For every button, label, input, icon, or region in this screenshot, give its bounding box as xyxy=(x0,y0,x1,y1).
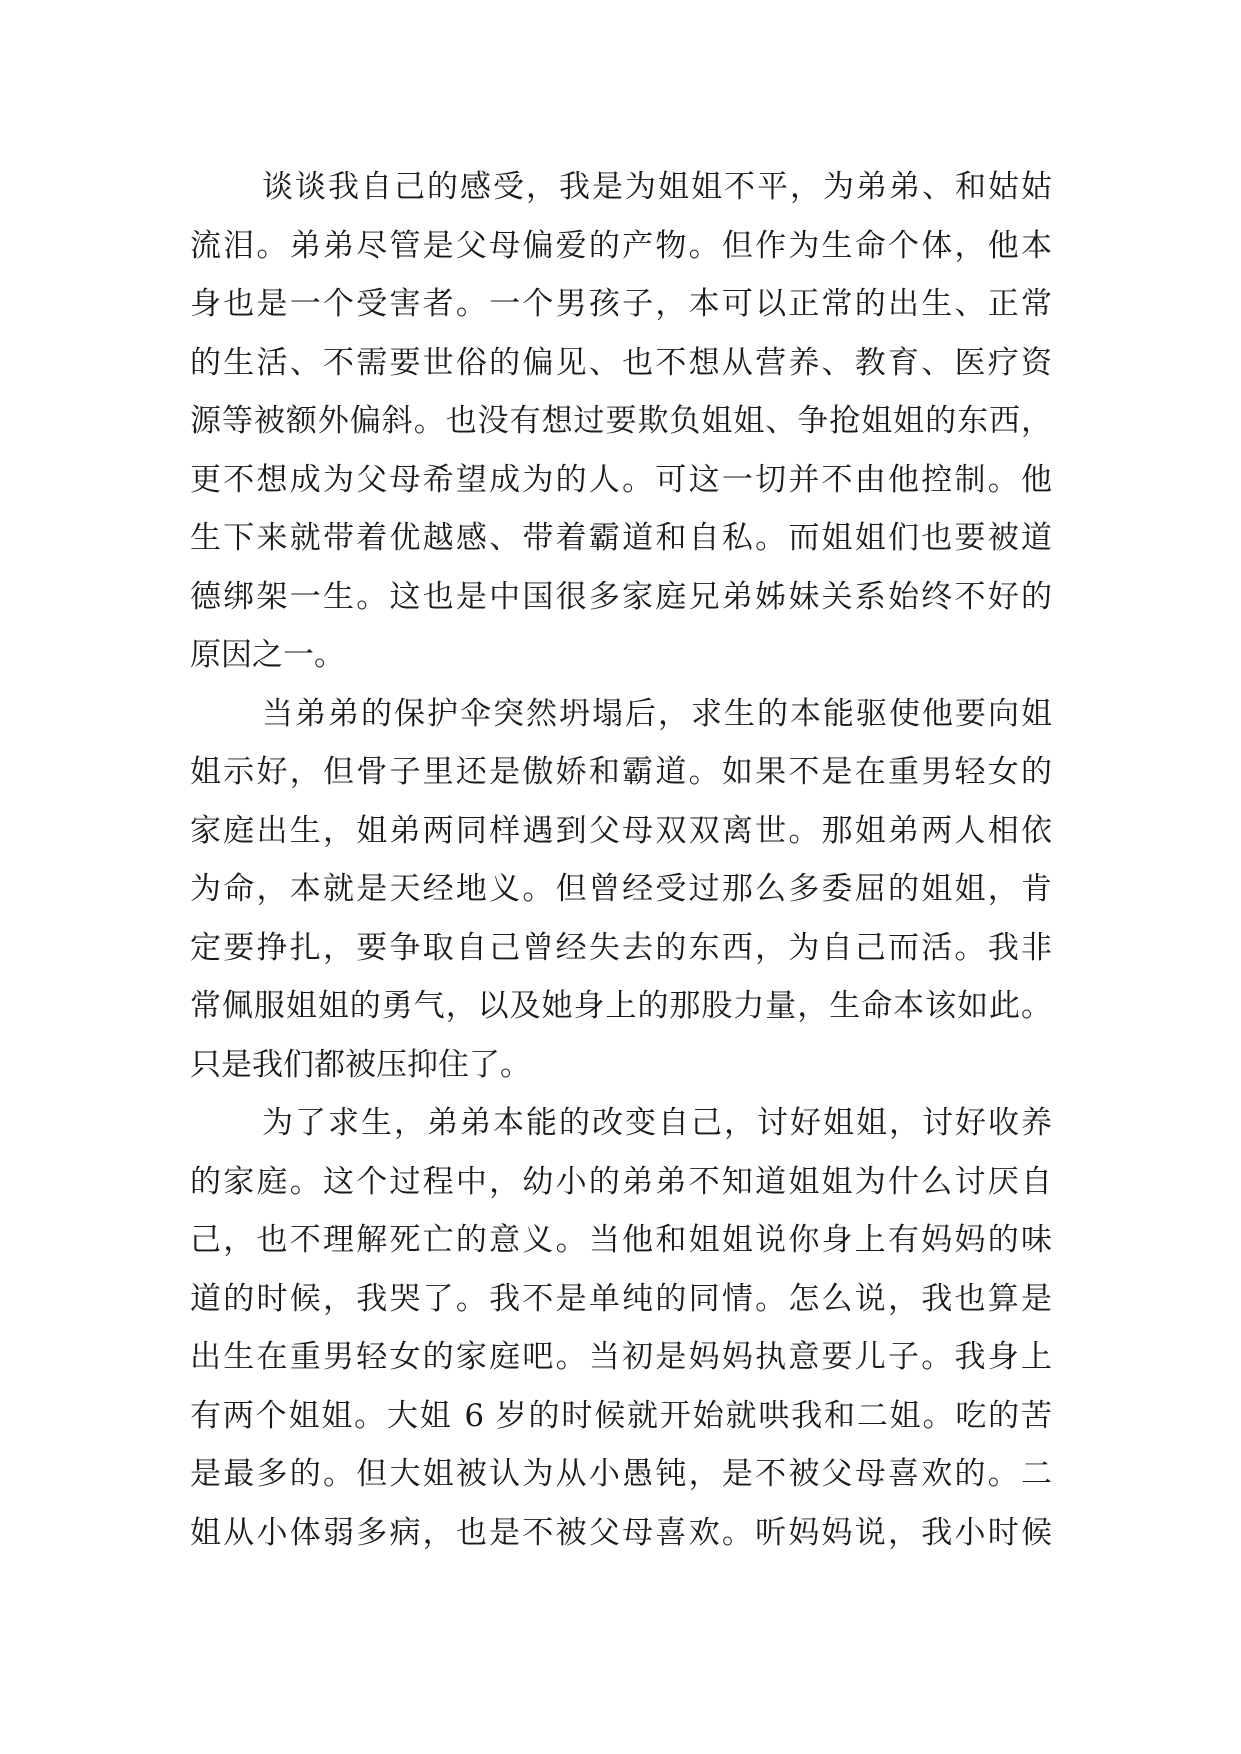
paragraph-1-line-8: 德绑架一生。这也是中国很多家庭兄弟姊妹关系始终不好的 xyxy=(190,578,1052,615)
paragraph-1-line-2: 流泪。弟弟尽管是父母偏爱的产物。但作为生命个体，他本 xyxy=(190,227,1052,264)
paragraph-2-line-1: 当弟弟的保护伞突然坍塌后，求生的本能驱使他要向姐 xyxy=(262,695,1052,732)
paragraph-1-line-5: 源等被额外偏斜。也没有想过要欺负姐姐、争抢姐姐的东西， xyxy=(190,403,1052,439)
body-text xyxy=(190,158,1052,1562)
paragraph-3-line-1: 为了求生，弟弟本能的改变自己，讨好姐姐，讨好收养 xyxy=(262,1105,1052,1141)
paragraph-2-line-5: 定要挣扎，要争取自己曾经失去的东西，为自己而活。我非 xyxy=(190,929,1052,966)
paragraph-2-line-7: 只是我们都被压抑住了。 xyxy=(190,1046,531,1083)
paragraph-3-line-8: 姐从小体弱多病，也是不被父母喜欢。听妈妈说，我小时候 xyxy=(190,1514,1052,1551)
paragraph-3-line-2: 的家庭。这个过程中，幼小的弟弟不知道姐姐为什么讨厌自 xyxy=(190,1163,1052,1200)
paragraph-1-line-9: 原因之一。 xyxy=(190,637,345,673)
paragraph-3-line-4: 道的时候，我哭了。我不是单纯的同情。怎么说，我也算是 xyxy=(190,1280,1052,1317)
paragraph-1-line-3: 身也是一个受害者。一个男孩子，本可以正常的出生、正常 xyxy=(190,286,1052,322)
paragraph-2-line-2: 姐示好，但骨子里还是傲娇和霸道。如果不是在重男轻女的 xyxy=(190,754,1052,790)
paragraph-1-line-4: 的生活、不需要世俗的偏见、也不想从营养、教育、医疗资 xyxy=(190,344,1052,381)
paragraph-3-line-7: 是最多的。但大姐被认为从小愚钝，是不被父母喜欢的。二 xyxy=(190,1456,1052,1492)
paragraph-3-line-3: 己，也不理解死亡的意义。当他和姐姐说你身上有妈妈的味 xyxy=(190,1222,1052,1258)
paragraph-3-line-6: 有两个姐姐。大姐 6 岁的时候就开始就哄我和二姐。吃的苦 xyxy=(190,1397,1052,1434)
paragraph-2-line-4: 为命，本就是天经地义。但曾经受过那么多委屈的姐姐，肯 xyxy=(190,871,1052,907)
paragraph-2-line-3: 家庭出生，姐弟两同样遇到父母双双离世。那姐弟两人相依 xyxy=(190,812,1052,849)
paragraph-3-line-5: 出生在重男轻女的家庭吧。当初是妈妈执意要儿子。我身上 xyxy=(190,1339,1052,1375)
paragraph-1-line-6: 更不想成为父母希望成为的人。可这一切并不由他控制。他 xyxy=(190,461,1052,498)
paragraph-1-line-7: 生下来就带着优越感、带着霸道和自私。而姐姐们也要被道 xyxy=(190,520,1052,556)
paragraph-2-line-6: 常佩服姐姐的勇气，以及她身上的那股力量，生命本该如此。 xyxy=(190,988,1052,1024)
paragraph-1-line-1: 谈谈我自己的感受，我是为姐姐不平，为弟弟、和姑姑 xyxy=(262,169,1052,205)
